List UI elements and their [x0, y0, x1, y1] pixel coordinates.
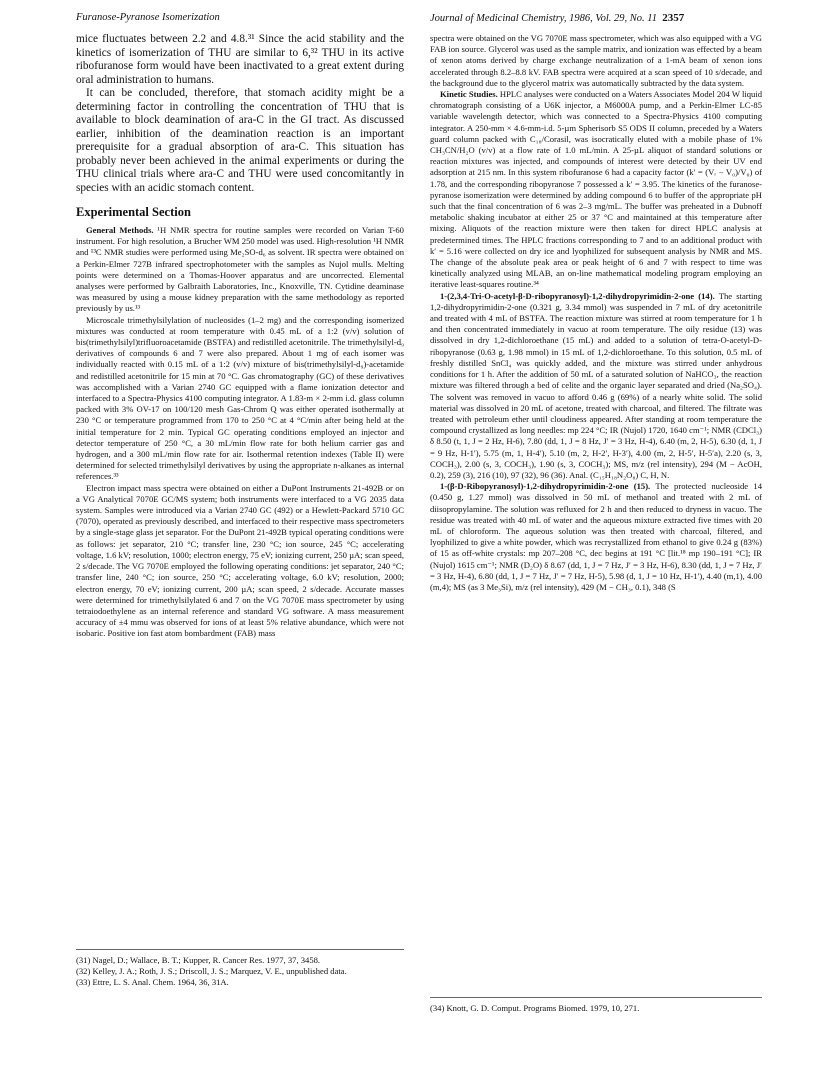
run-in-head-kinetic-studies: Kinetic Studies. [440, 89, 498, 100]
general-methods-text: ¹H NMR spectra for routine samples were recorded on Varian T-60 instrument. For high resolution, a Brucher WM 250 model was used. High-resolution ¹H NMR and ¹³C NMR studies were performed using Me₂SO-d₆ as solvent. IR spectra were obtained on a Perkin-Elmer 727B infrared spectrophotometer with the samples as Nujol mulls. Melting points were determined on a Thomas-Hoover apparatus and are uncorrected. Elemental analyses were performed by Galbraith Laboratories, Inc., Knoxville, TN. Cytidine deaminase was measured by using a mouse kidney preparation with the same methodology as reported previously by us.¹³ [76, 225, 404, 314]
compound-15-text: The protected nucleoside 14 (0.450 g, 1.27 mmol) was dissolved in 50 mL of methanol and treated with 2 mL of diisopropylamine. The solution was refluxed for 2 h and then reduced to dryness in vacuo. The residue was treated with 40 mL of water and the aqueous mixture extracted five times with 20 mL of chloroform. The aqueous solution was then treated with charcoal, filtered, and lyophilized to give a white powder, which was recrystallized from ethanol to give 0.24 g (83%) of 15 as off-white crystals: mp 207–208 °C, dec begins at 191 °C [lit.¹⁸ mp 190–191 °C]; IR (Nujol) 1615 cm⁻¹; NMR (D₂O) δ 8.67 (dd, 1, J = 7 Hz, J′ = 3 Hz, H-6), 8.30 (dd, 1, J = 7 Hz, J′ = 3 Hz, H-4), 6.80 (dd, 1, J = 7 Hz, J′ = 7 Hz, H-5), 5.98 (d, 1, J = 10 Hz, H-1′), 4.40 (m,1), 4.00 (m,4); MS (as 3 Me₃Si), m/z (rel intensity), 429 (M − CH₃, 0.1), 348 (S [430, 481, 762, 592]
footnote-34: (34) Knott, G. D. Comput. Programs Biomed. 1979, 10, 271. [430, 1003, 640, 1013]
compound-15-heading: 1-(β-D-Ribopyranosyl)-1,2-dihydropyrimidin-2-one (15). [440, 481, 651, 492]
paragraph-electron-impact: Electron impact mass spectra were obtained on either a DuPont Instruments 21-492B or on a VG Analytical 7070E GC/MS system; both instruments were interfaced to a VG 2035 data system. Samples were introduced via a Varian 2740 GC (492) or a Hewlett-Packard 5710 GC (7070), operated as previously described, and interfaced to their respective mass spectrometers by a single-stage glass jet separator. For the DuPont 21-492B typical operating conditions were as follows: jet separator, 210 °C; transfer line, 230 °C; ion source, 245 °C; accelerating voltage, 1.6 kV; resolution, 1000; electron energy, 75 eV; ionizing current, 250 µA; scan speed, 2 s/decade. The VG 7070E employed the following operating conditions: jet separator, 240 °C; transfer line, 240 °C; ion source, 250 °C; accelerating voltage, 6.0 kV; resolution, 2000; electron energy, 70 eV; ionizing current, 200 µA; scan speed, 2 s/decade. Accurate masses were determined for trimethylsilylated 6 and 7 on the VG 7070E mass spectrometer by using tetraiodoethylene as an internal reference and standard VG software. A mass measurement accuracy of ±4 mmu was observed for ions of at least 5% relative abundance, which were not isobaric. Positive ion fast atom bombardment (FAB) mass [76, 482, 404, 639]
paragraph-kinetic-studies [430, 89, 762, 291]
footnote-33: (33) Ettre, L. S. Anal. Chem. 1964, 36, 31A. [76, 976, 229, 987]
paragraph-compound-15 [430, 481, 762, 593]
section-title-experimental: Experimental Section [76, 205, 191, 219]
footnote-31: (31) Nagel, D.; Wallace, B. T.; Kupper, R. Cancer Res. 1977, 37, 3458. [76, 955, 321, 965]
running-head-journal [430, 12, 684, 24]
run-in-head-general-methods: General Methods. [86, 225, 154, 235]
paragraph-stomach-ph: mice fluctuates between 2.2 and 4.8.³¹ Since the acid stability and the kinetics of isomerization of THU are similar to 6,³² THU in its active ribofuranose form would have been inactivated to a great extent during oral administration to humans. [76, 33, 404, 86]
right-column [430, 33, 762, 593]
paragraph-fab-ms: spectra were obtained on the VG 7070E mass spectrometer, which was also equipped with a VG FAB ion source. Glycerol was used as the sample matrix, and ionization was effected by a beam of xenon atoms derived by charge exchange neutralization of a 1-mA beam of xenon ions accelerated through 8.2–8.8 kV. FAB spectra were acquired at a scan speed of 10 s/decade, and the background due to the glycerol matrix was automatically subtracted by the data system. [430, 33, 762, 88]
paragraph-general-methods [76, 225, 404, 315]
paragraph-microscale-tms: Microscale trimethylsilylation of nucleosides (1–2 mg) and the corresponding isomerized mixtures was conducted at room temperature with 0.45 mL of a 1:2 (v/v) solution of bis(trimethylsilyl)trifluoroacetamide (BSTFA) and redistilled acetonitrile. The trimethylsilyl-d₉ derivatives of compounds 6 and 7 were also prepared. About 1 mg of each isomer was individually reacted with 0.15 mL of a 1:2 (v/v) mixture of bis(trimethylsilyl-d₉)-acetamide and redistilled acetonitrile for 15 min at 70 °C. Gas chromatography (GC) of these derivatives was accomplished with a Varian 2740 GC equipped with a flame ionization detector and interfaced to a Spectra-Physics 4100 computing integrator. A 1.83-m × 2-mm i.d. glass column packed with 3% OV-17 on 100/120 mesh Gas-Chrom Q was either operated isothermally at 230 °C or temperature programmed from 170 to 250 °C at 4 °C/min after being held at the initial temperature for 2 min. Typical GC operating conditions employed an injector and detector temperature of 250 °C, a 30 mL/min flow rate for both helium carrier gas and hydrogen, and a 300 mL/min flow rate for air. Isothermal retention indexes (Table II) were determined for selected trimethylsilyl derivatives by using the appropriate n-alkanes as internal references.³³ [76, 314, 404, 482]
footnote-rule-right [430, 997, 762, 998]
footnote-32: (32) Kelley, J. A.; Roth, J. S.; Driscoll, J. S.; Marquez, V. E., unpublished data. [76, 965, 347, 976]
paragraph-compound-14 [430, 291, 762, 481]
paragraph-conclusion: It can be concluded, therefore, that stomach acidity might be a determining factor in controlling the concentration of THU that is available to block deamination of ara-C in the GI tract. As discussed earlier, inhibition of the deamination reaction is an important prerequisite for a gradual absorption of ara-C. This situation has probably never been achieved in the animal experiments or during the THU clinical trials where ara-C and THU were used concomitantly in species with an acidic stomach content. [76, 87, 404, 194]
footnote-rule-left [76, 949, 404, 950]
page-number: 2357 [662, 12, 685, 24]
left-column [76, 33, 404, 640]
kinetic-studies-text: HPLC analyses were conducted on a Waters Associates Model 204 W liquid chromatograph consisting of a U6K injector, a M6000A pump, and a Perkin-Elmer LC-85 variable wavelength detector, which was connected to a Spectra-Physics 4100 computing integrator. A 250-mm × 4.6-mm-i.d. 5-µm Spherisorb S5 ODS II column, preceded by a Waters guard column packed with C₁₈/Corasil, was isocratically eluted with a mobile phase of 1% CH₃CN/H₂O (v/v) at a flow rate of 1.0 mL/min. A 25-µL aliquot of standard solutions or reaction mixtures was injected, and compounds of interest were detected by their UV end adsorption at 215 nm. In this system ribofuranose 6 had a capacity factor (k′ = (Vᵣ − V₀)/V₀) of 1.78, and the corresponding ribopyranose 7 possessed a k′ = 3.95. The kinetics of the furanose-pyranose isomerization were determined by adding compound 6 to buffer of the appropriate pH such that the final concentration of 6 was 2–3 mg/mL. The buffer was preheated in a Dubnoff metabolic shaking incubator at either 25 or 37 °C and maintained at this temperature after mixing. Aliquots of the reaction mixture were then taken for direct HPLC analysis at predetermined times. The HPLC fractions corresponding to 7 and to an additional product with k′ = 5.16 were collected on dry ice and lyophilized for subsequent analysis by NMR and MS. The change of the absolute peak area or peak height of 6 and 7 with respect to time was kinetically analyzed using MLAB, an on-line mathematical modeling program employing an iterative least-squares routine.³⁴ [430, 89, 763, 290]
running-head-title: Furanose-Pyranose Isomerization [76, 12, 220, 23]
compound-14-heading: 1-(2,3,4-Tri-O-acetyl-β-D-ribopyranosyl)-1,2-dihydropyrimidin-2-one (14). [440, 290, 715, 301]
journal-citation: Journal of Medicinal Chemistry, 1986, Vol. 29, No. 11 [430, 13, 658, 24]
compound-14-text: The starting 1,2-dihydropyrimidin-2-one (0.321 g, 3.34 mmol) was suspended in 7 mL of dry acetonitrile and treated with 4 mL of BSTFA. The reaction mixture was stirred at room temperature for 1 h and then concentrated immediately in vacuo at room temperature. The oily residue (13) was dissolved in dry 1,2-dichloroethane (15 mL) and added to a solution of tetra-O-acetyl-D-ribopyranose (0.63 g, 1.98 mmol) in 15 mL of 1,2-dichloroethane. To this solution, 0.5 mL of freshly distilled SnCl₄ was quickly added, and the mixture was stirred under anhydrous conditions for 1 h. After the addition of 50 mL of a saturated solution of NaHCO₃, the reaction mixture was filtered through a bed of celite and the organic layer separated and dried (Na₂SO₄). The solvent was removed in vacuo to afford 0.46 g (69%) of a nearly white solid. The solid material was dissolved in 20 mL of acetone, treated with charcoal, and filtered. The filtrate was treated with petroleum ether until cloudiness appeared. After standing at room temperature the compound crystallized as long needles: mp 224 °C; IR (Nujol) 1720, 1640 cm⁻¹; NMR (CDCl₃) δ 8.50 (t, 1, J = 2 Hz, H-6), 7.80 (dd, 1, J = 8 Hz, J′ = 3 Hz, H-4), 6.40 (m, 2, H-5), 6.30 (d, 1, J = 9 Hz, H-1′), 5.75 (m, 1, H-4′), 5.10 (m, 2, H-2′, H-3′), 4.00 (m, 2, H-5′, H-5′a), 2.20 (s, 3, COCH₃), 2.00 (s, 3, COCH₃), 1.90 (s, 3, COCH₃); MS, m/z (rel intensity), 294 (M − AcOH, 0.2), 259 (3), 216 (10), 97 (32), 96 (36). Anal. (C₁₅H₁₈N₂O₈) C, H, N. [430, 290, 762, 480]
footnotes-right [430, 1003, 762, 1014]
footnotes-left [76, 955, 404, 987]
